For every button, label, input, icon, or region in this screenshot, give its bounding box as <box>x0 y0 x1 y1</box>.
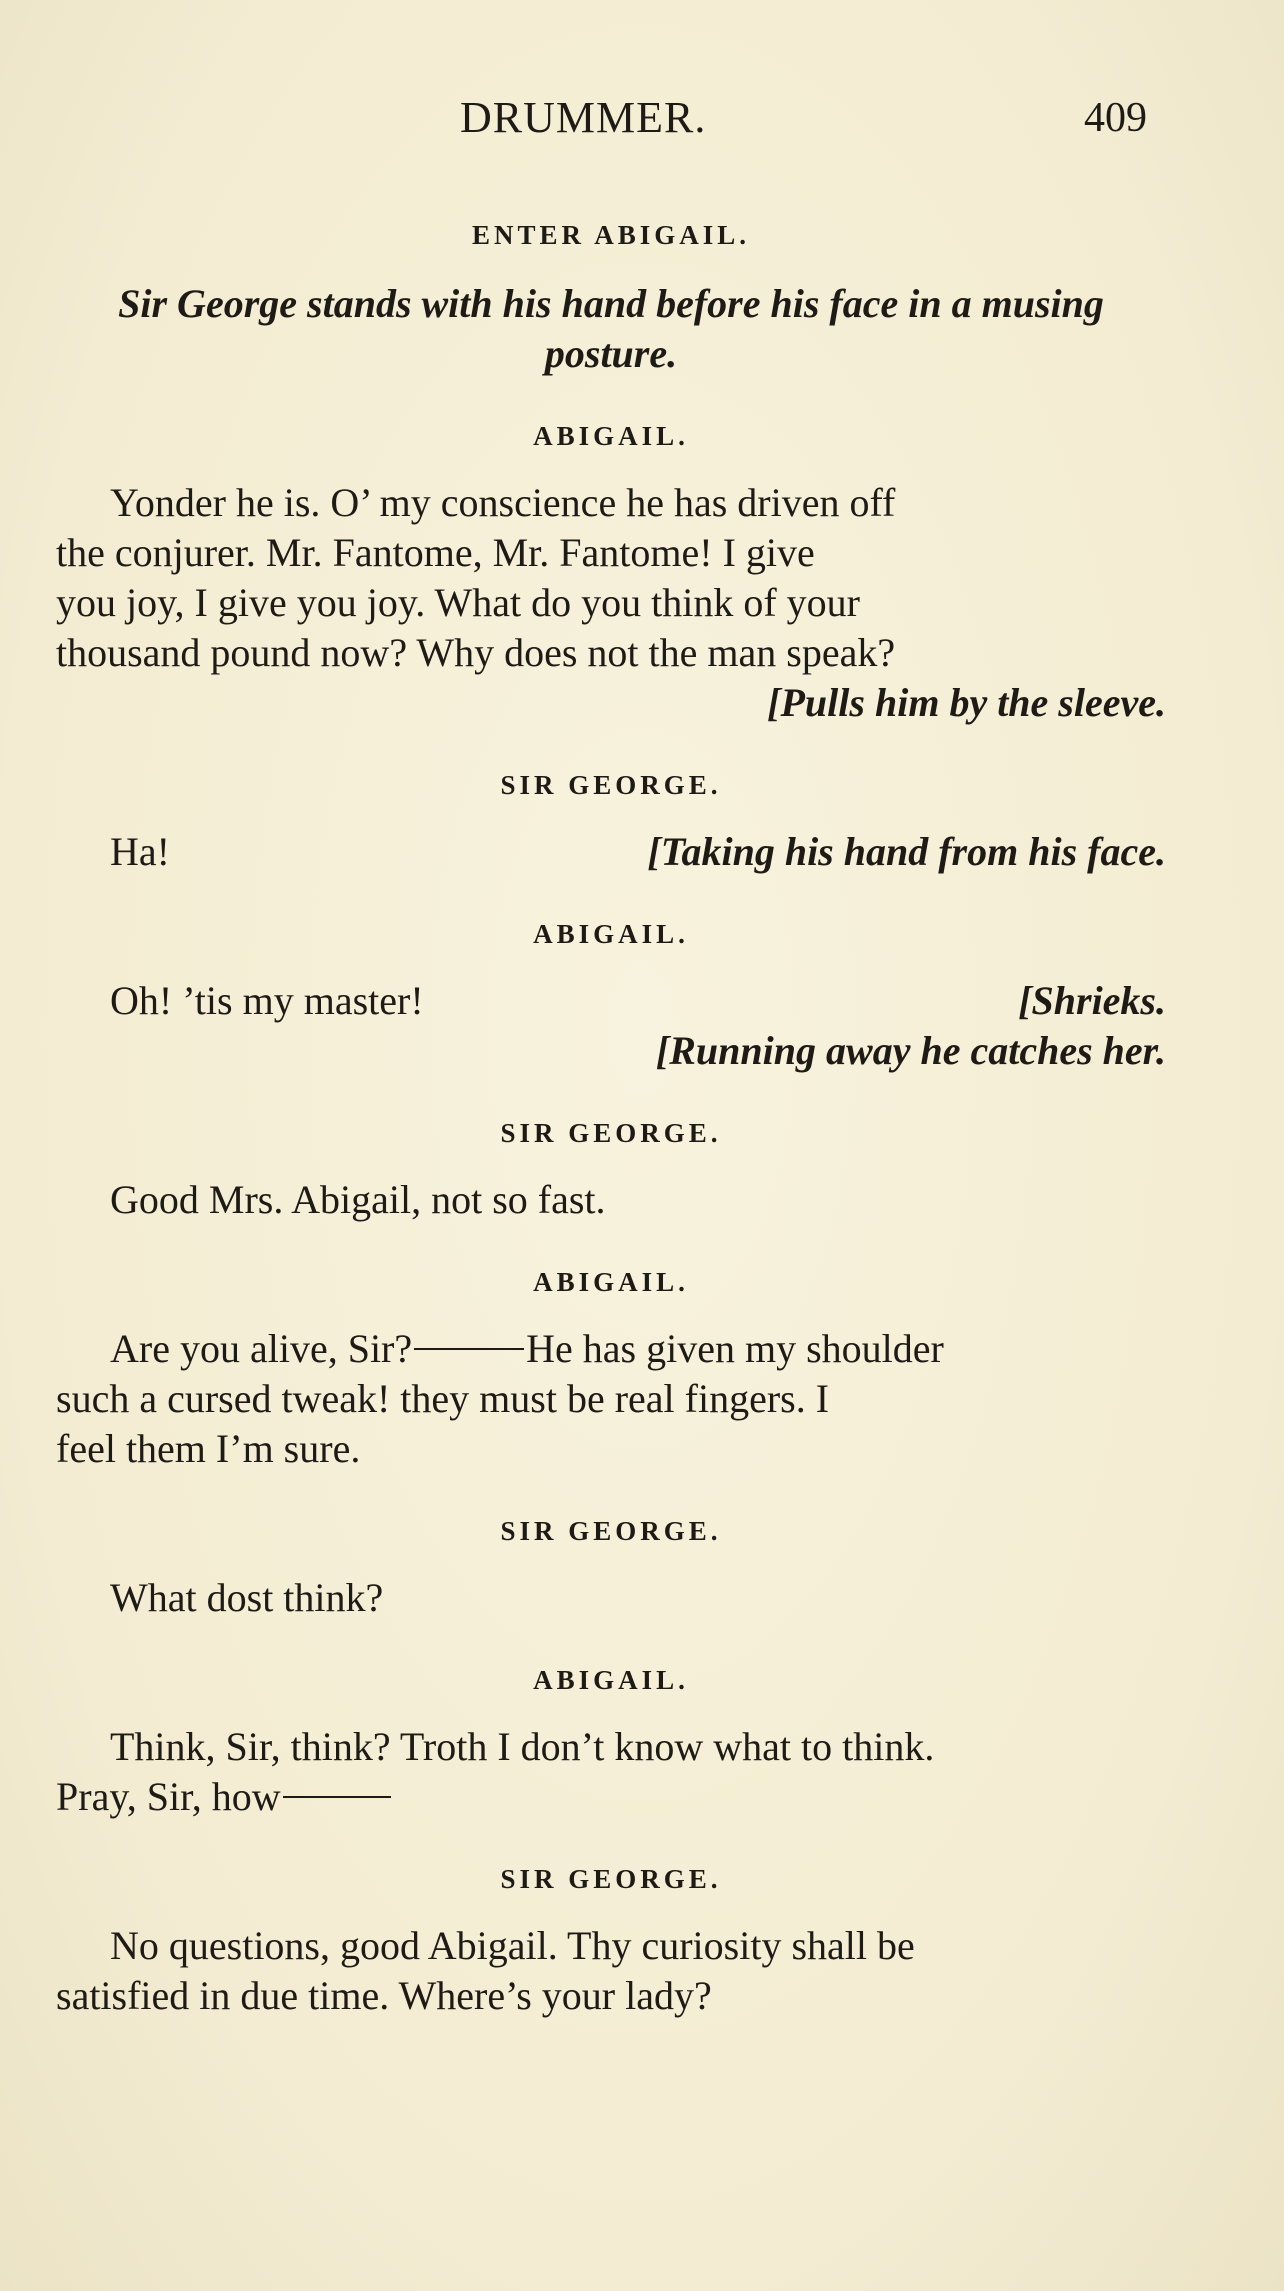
speech-line: the conjurer. Mr. Fantome, Mr. Fantome! I give <box>56 530 815 575</box>
speech-line <box>56 1324 1166 1374</box>
speech-line: Think, Sir, think? Troth I don’t know what to think. <box>110 1724 935 1769</box>
speech-line: Ha! <box>110 829 170 874</box>
speech-line: No questions, good Abigail. Thy curiosity shall be <box>110 1923 915 1968</box>
speech-line: satisfied in due time. Where’s your lady? <box>56 1973 712 2018</box>
speech-fragment: He has given my shoulder <box>526 1326 944 1371</box>
speech-line <box>56 1772 1166 1822</box>
stage-direction: [Shrieks. <box>1018 978 1166 1023</box>
speaker-name: ABIGAIL. <box>533 919 689 949</box>
em-dash-rule <box>414 1348 524 1350</box>
speech-line: thousand pound now? Why does not the man speak? <box>56 630 896 675</box>
speech-line: you joy, I give you joy. What do you think of your <box>56 580 860 625</box>
speech-fragment: Pray, Sir, how <box>56 1774 281 1819</box>
speech <box>56 1324 1166 1474</box>
em-dash-rule <box>283 1796 391 1798</box>
page-number: 409 <box>1084 95 1147 141</box>
speech <box>56 976 1166 1026</box>
stage-direction: Sir George stands with his hand before his face in a musing posture. <box>118 281 1104 376</box>
speech-line: Good Mrs. Abigail, not so fast. <box>110 1177 606 1222</box>
play-text <box>56 220 1166 2021</box>
speech-line: Yonder he is. O’ my conscience he has driven off <box>110 480 896 525</box>
stage-direction: [Taking his hand from his face. <box>647 829 1166 874</box>
speaker-name: SIR GEORGE. <box>500 1118 722 1148</box>
speech <box>56 827 1166 877</box>
speech <box>56 1175 1166 1225</box>
entrance-direction: ENTER ABIGAIL. <box>471 220 751 250</box>
stage-direction: [Running away he catches her. <box>655 1028 1166 1073</box>
speech <box>56 1722 1166 1822</box>
speech <box>56 478 1166 678</box>
speech-line: Oh! ’tis my master! <box>110 978 424 1023</box>
speaker-name: ABIGAIL. <box>533 1665 689 1695</box>
speaker-name: ABIGAIL. <box>533 1267 689 1297</box>
speech-line: What dost think? <box>110 1575 384 1620</box>
speaker-name: SIR GEORGE. <box>500 770 722 800</box>
stage-direction: [Pulls him by the sleeve. <box>767 680 1166 725</box>
speech-fragment: Are you alive, Sir? <box>110 1326 413 1371</box>
page-header <box>0 92 1284 152</box>
running-title: DRUMMER. <box>460 93 707 142</box>
speaker-name: SIR GEORGE. <box>500 1516 722 1546</box>
speech-line: feel them I’m sure. <box>56 1426 361 1471</box>
speaker-name: SIR GEORGE. <box>500 1864 722 1894</box>
speaker-name: ABIGAIL. <box>533 421 689 451</box>
speech <box>56 1573 1166 1623</box>
speech-line: such a cursed tweak! they must be real fingers. I <box>56 1376 830 1421</box>
speech <box>56 1921 1166 2021</box>
